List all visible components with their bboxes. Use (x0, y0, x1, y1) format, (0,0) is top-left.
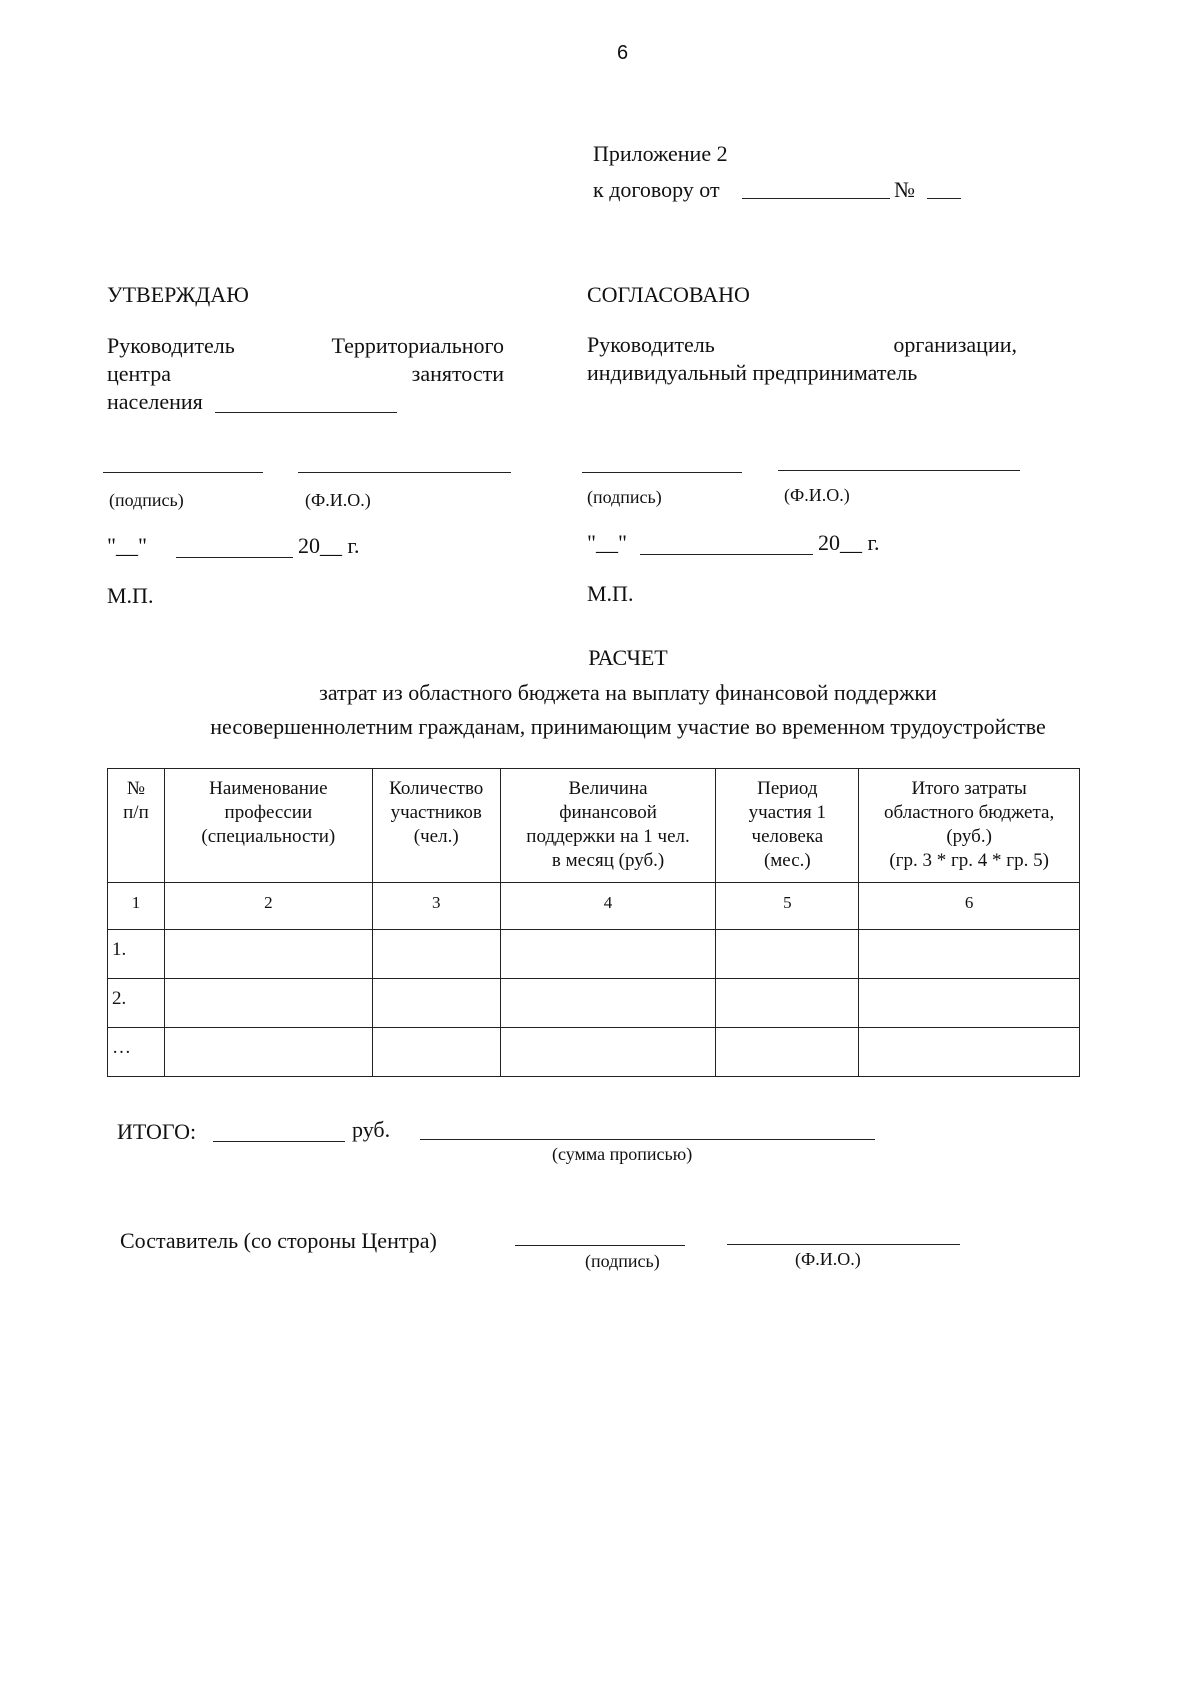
left-role-line3: населения (107, 389, 203, 414)
appendix-contract-label: к договору от (593, 177, 720, 202)
calculation-table (107, 768, 1080, 1077)
left-name-label: (Ф.И.О.) (305, 490, 371, 510)
column-number: 3 (372, 883, 500, 930)
column-number: 5 (716, 883, 859, 930)
table-cell (500, 1028, 716, 1077)
calc-title: РАСЧЕТ (588, 645, 668, 670)
table-cell (164, 930, 372, 979)
header-total-cost: Итого затраты областного бюджета, (руб.) (гр. 3 * гр. 4 * гр. 5) (859, 769, 1080, 883)
left-date-year: 20__ г. (298, 533, 360, 558)
appendix-title: Приложение 2 (593, 141, 728, 166)
compiler-label: Составитель (со стороны Центра) (120, 1228, 437, 1253)
right-date-month-line (640, 554, 813, 555)
right-role-line1 (587, 331, 1017, 359)
total-words-line (420, 1139, 875, 1140)
center-name-line (215, 412, 397, 413)
right-signature-label: (подпись) (587, 487, 662, 507)
table-cell (859, 930, 1080, 979)
table-cell (500, 979, 716, 1028)
row-number: 1. (108, 930, 165, 979)
left-signature-label: (подпись) (109, 490, 184, 510)
column-number-row (108, 883, 1080, 930)
table-row (108, 1028, 1080, 1077)
left-role-word: Руководитель (107, 333, 235, 358)
table-cell (716, 979, 859, 1028)
agreed-heading: СОГЛАСОВАНО (587, 282, 750, 307)
left-signature-line (103, 472, 263, 473)
right-date-day: "__" (587, 530, 627, 555)
table-cell (859, 979, 1080, 1028)
table-cell (716, 930, 859, 979)
header-period: Период участия 1 человека (мес.) (716, 769, 859, 883)
left-role-word: занятости (411, 361, 504, 386)
total-amount-line (213, 1141, 345, 1142)
right-stamp: М.П. (587, 581, 634, 606)
row-number: … (108, 1028, 165, 1077)
total-currency: руб. (352, 1117, 391, 1142)
right-name-label: (Ф.И.О.) (784, 485, 850, 505)
contract-date-line (742, 198, 890, 199)
left-role-line1 (107, 332, 504, 360)
contract-number-sign: № (894, 177, 915, 202)
left-role-line2 (107, 360, 504, 388)
right-date-year: 20__ г. (818, 530, 880, 555)
column-number: 4 (500, 883, 716, 930)
table-cell (372, 979, 500, 1028)
total-words-label: (сумма прописью) (552, 1144, 693, 1164)
table-cell (716, 1028, 859, 1077)
table-row (108, 930, 1080, 979)
column-number: 6 (859, 883, 1080, 930)
table-cell (372, 1028, 500, 1077)
table-cell (372, 930, 500, 979)
calc-subtitle-line1: затрат из областного бюджета на выплату финансовой поддержки (319, 680, 937, 705)
compiler-signature-label: (подпись) (585, 1251, 660, 1271)
header-number: № п/п (108, 769, 165, 883)
compiler-name-line (727, 1244, 960, 1245)
compiler-name-label: (Ф.И.О.) (795, 1249, 861, 1269)
table-header-row (108, 769, 1080, 883)
compiler-signature-line (515, 1245, 685, 1246)
right-signature-line (582, 472, 742, 473)
left-stamp: М.П. (107, 583, 154, 608)
header-participants: Количество участников (чел.) (372, 769, 500, 883)
table-cell (164, 1028, 372, 1077)
calc-subtitle-line2: несовершеннолетним гражданам, принимающим участие во временном трудоустройстве (210, 714, 1046, 739)
approve-heading: УТВЕРЖДАЮ (107, 282, 249, 307)
table-row (108, 979, 1080, 1028)
left-date-month-line (176, 557, 293, 558)
contract-number-line (927, 198, 961, 199)
right-role-line2: индивидуальный предприниматель (587, 360, 918, 385)
left-role-word: Территориального (331, 333, 504, 358)
right-name-line (778, 470, 1020, 471)
table-cell (164, 979, 372, 1028)
column-number: 1 (108, 883, 165, 930)
header-support-amount: Величина финансовой поддержки на 1 чел. в месяц (руб.) (500, 769, 716, 883)
table-cell (500, 930, 716, 979)
left-name-line (298, 472, 511, 473)
right-role-word: организации, (893, 332, 1017, 357)
page-number: 6 (617, 42, 629, 64)
table-cell (859, 1028, 1080, 1077)
column-number: 2 (164, 883, 372, 930)
left-date-day: "__" (107, 533, 147, 558)
right-role-word: Руководитель (587, 332, 715, 357)
header-profession: Наименование профессии (специальности) (164, 769, 372, 883)
total-label: ИТОГО: (117, 1119, 197, 1144)
row-number: 2. (108, 979, 165, 1028)
left-role-word: центра (107, 361, 171, 386)
